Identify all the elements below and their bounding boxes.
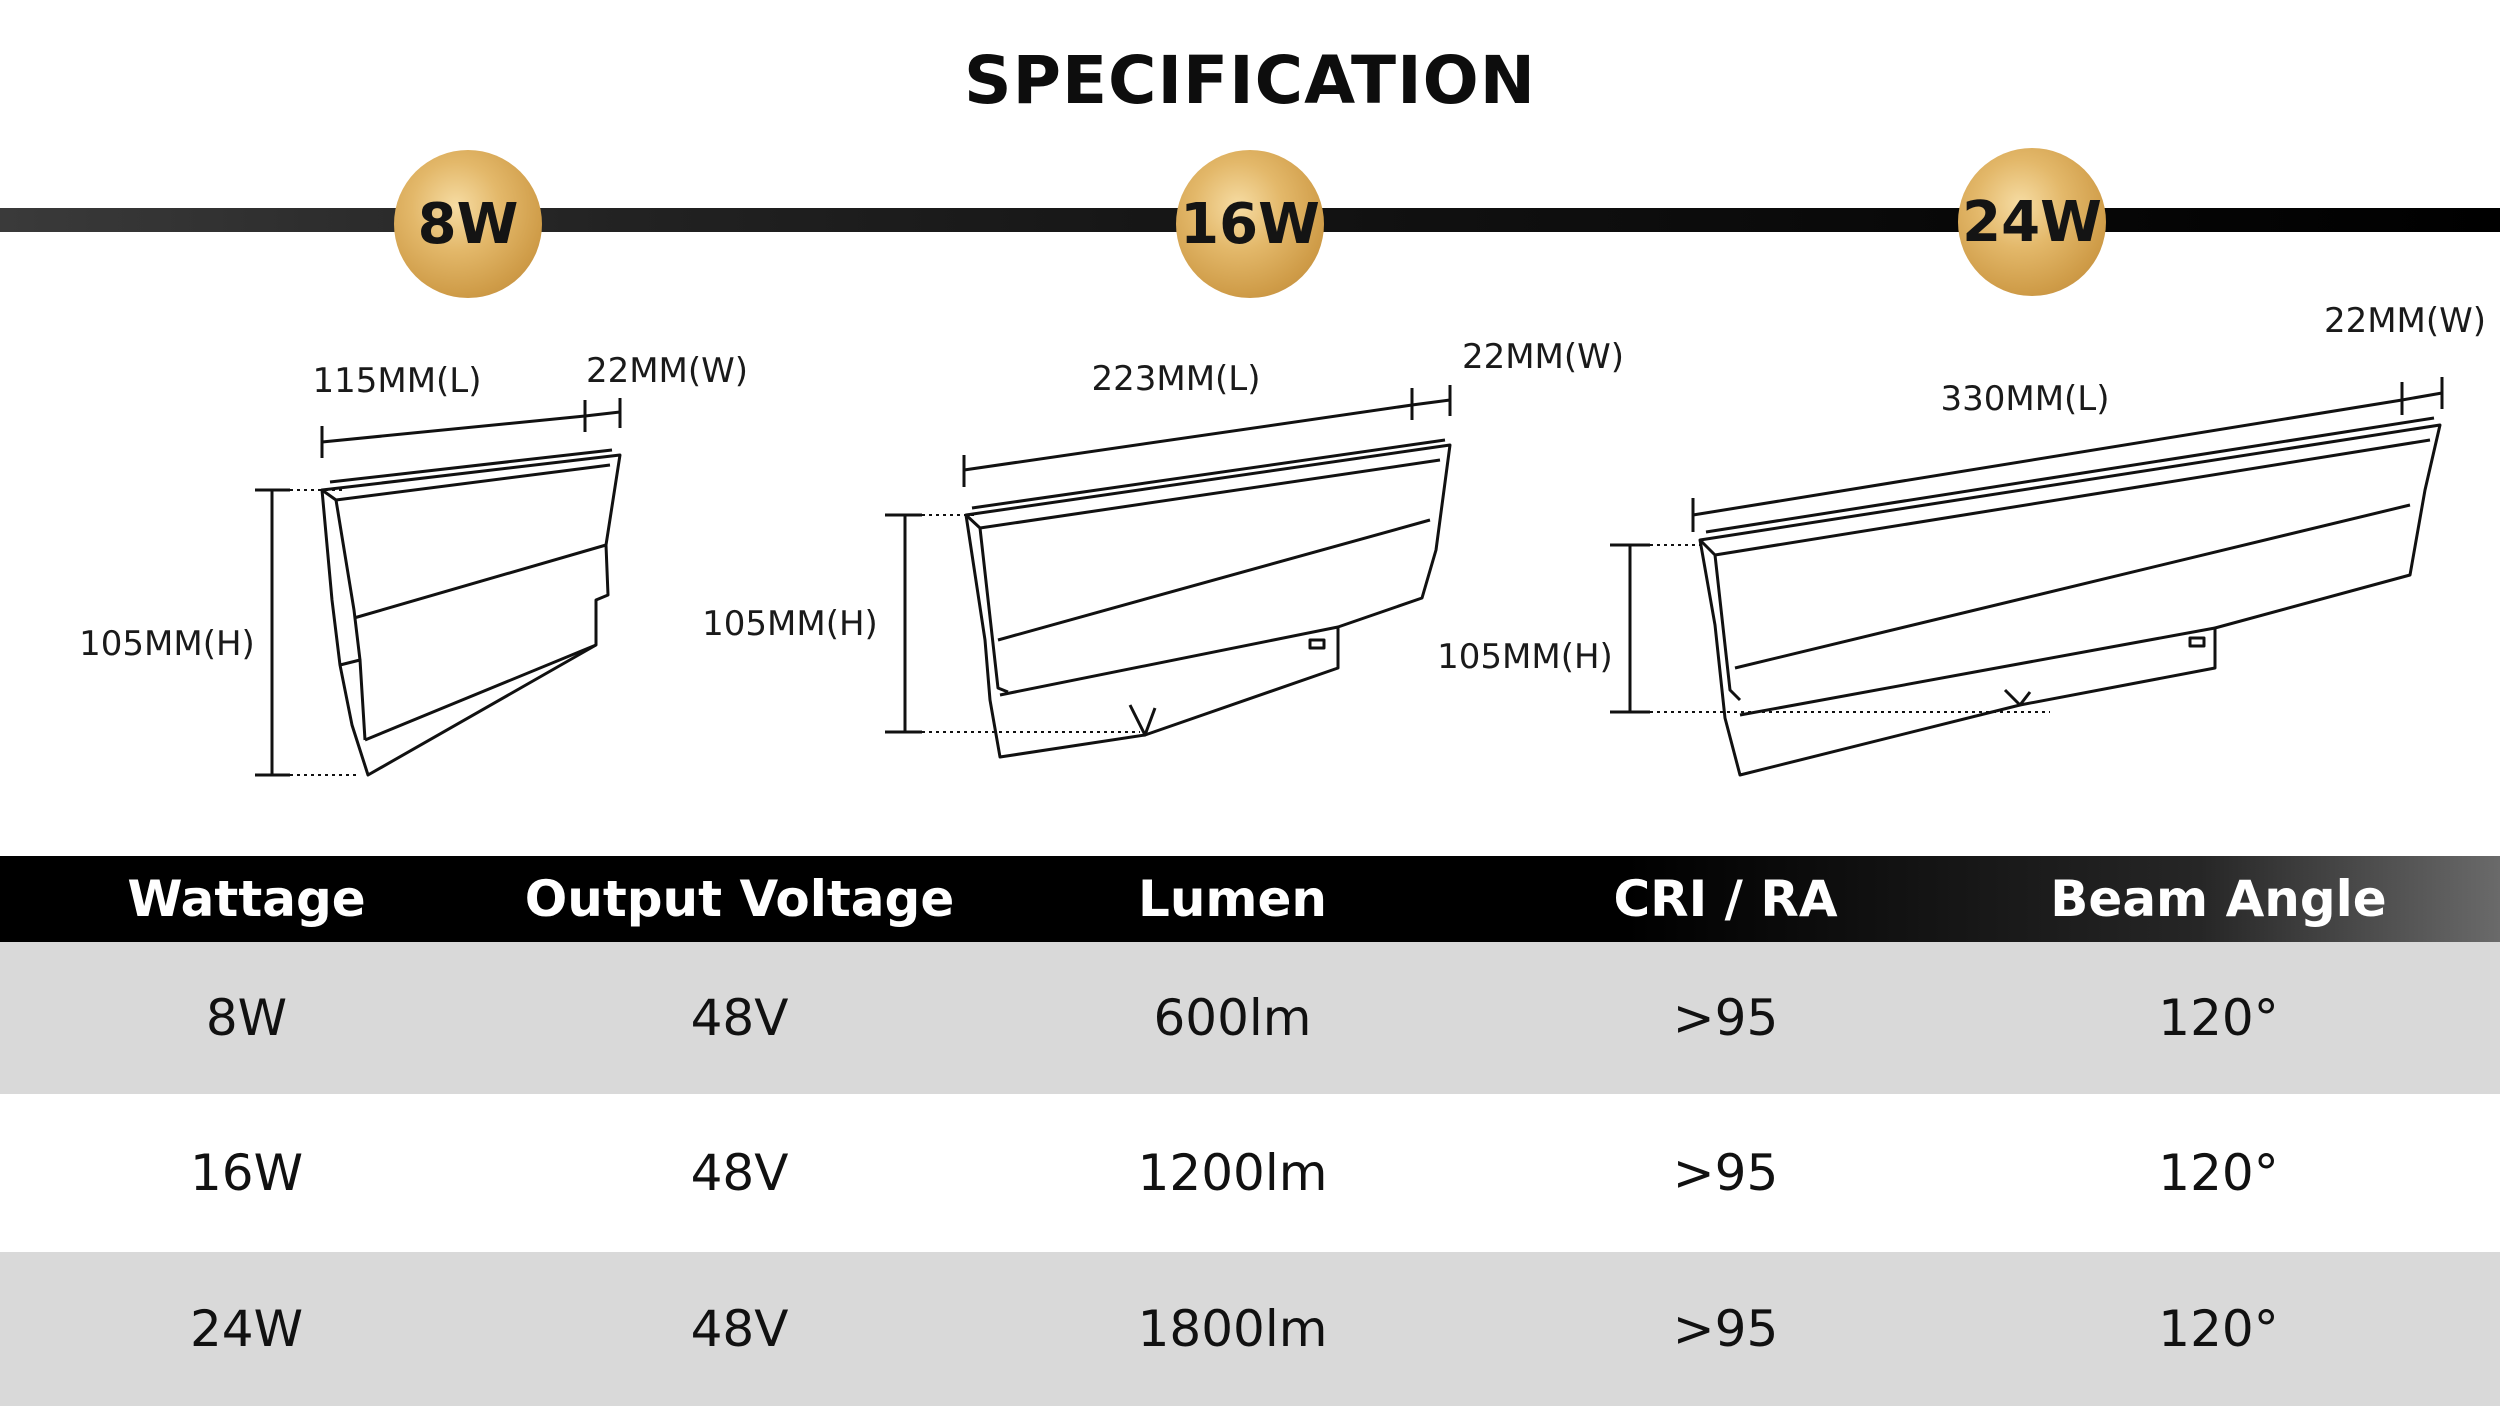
header-cri-ra: CRI / RA [1613, 870, 1838, 928]
header-lumen: Lumen [1137, 870, 1328, 928]
cell-wattage: 16W [189, 1144, 304, 1202]
cell-cri-ra: >95 [1672, 989, 1779, 1047]
badge-16w: 16W [1176, 150, 1324, 298]
length-label-8w: 115MM(L) [312, 361, 482, 401]
width-label-8w: 22MM(W) [585, 351, 749, 391]
cell-lumen: 1200lm [1137, 1144, 1328, 1202]
header-output-voltage: Output Voltage [524, 870, 955, 928]
cell-cri-ra: >95 [1672, 1300, 1779, 1358]
cell-beam-angle: 120° [2158, 1300, 2279, 1358]
cell-wattage: 8W [205, 989, 288, 1047]
cell-output-voltage: 48V [690, 1300, 789, 1358]
table-row [0, 1252, 2500, 1406]
cell-lumen: 600lm [1153, 989, 1312, 1047]
cell-beam-angle: 120° [2158, 1144, 2279, 1202]
lamp-diagram-16w [885, 385, 1450, 757]
height-label-8w: 105MM(H) [79, 624, 255, 664]
badge-24w: 24W [1958, 148, 2106, 296]
table-row [0, 1094, 2500, 1252]
cell-cri-ra: >95 [1672, 1144, 1779, 1202]
width-label-24w: 22MM(W) [2323, 301, 2487, 341]
height-label-24w: 105MM(H) [1437, 637, 1613, 677]
length-label-16w: 223MM(L) [1091, 359, 1261, 399]
cell-output-voltage: 48V [690, 989, 789, 1047]
badge-8w: 8W [394, 150, 542, 298]
length-label-24w: 330MM(L) [1940, 379, 2110, 419]
table-row [0, 942, 2500, 1094]
lamp-diagram-24w [1610, 377, 2442, 775]
width-label-16w: 22MM(W) [1461, 337, 1625, 377]
header-wattage: Wattage [127, 870, 366, 928]
cell-output-voltage: 48V [690, 1144, 789, 1202]
page-title: SPECIFICATION [964, 42, 1536, 119]
height-label-16w: 105MM(H) [702, 604, 878, 644]
cell-beam-angle: 120° [2158, 989, 2279, 1047]
spec-table-header [0, 856, 2500, 942]
lamp-diagram-8w [255, 398, 620, 775]
header-beam-angle: Beam Angle [2050, 870, 2387, 928]
cell-lumen: 1800lm [1137, 1300, 1328, 1358]
cell-wattage: 24W [189, 1300, 304, 1358]
